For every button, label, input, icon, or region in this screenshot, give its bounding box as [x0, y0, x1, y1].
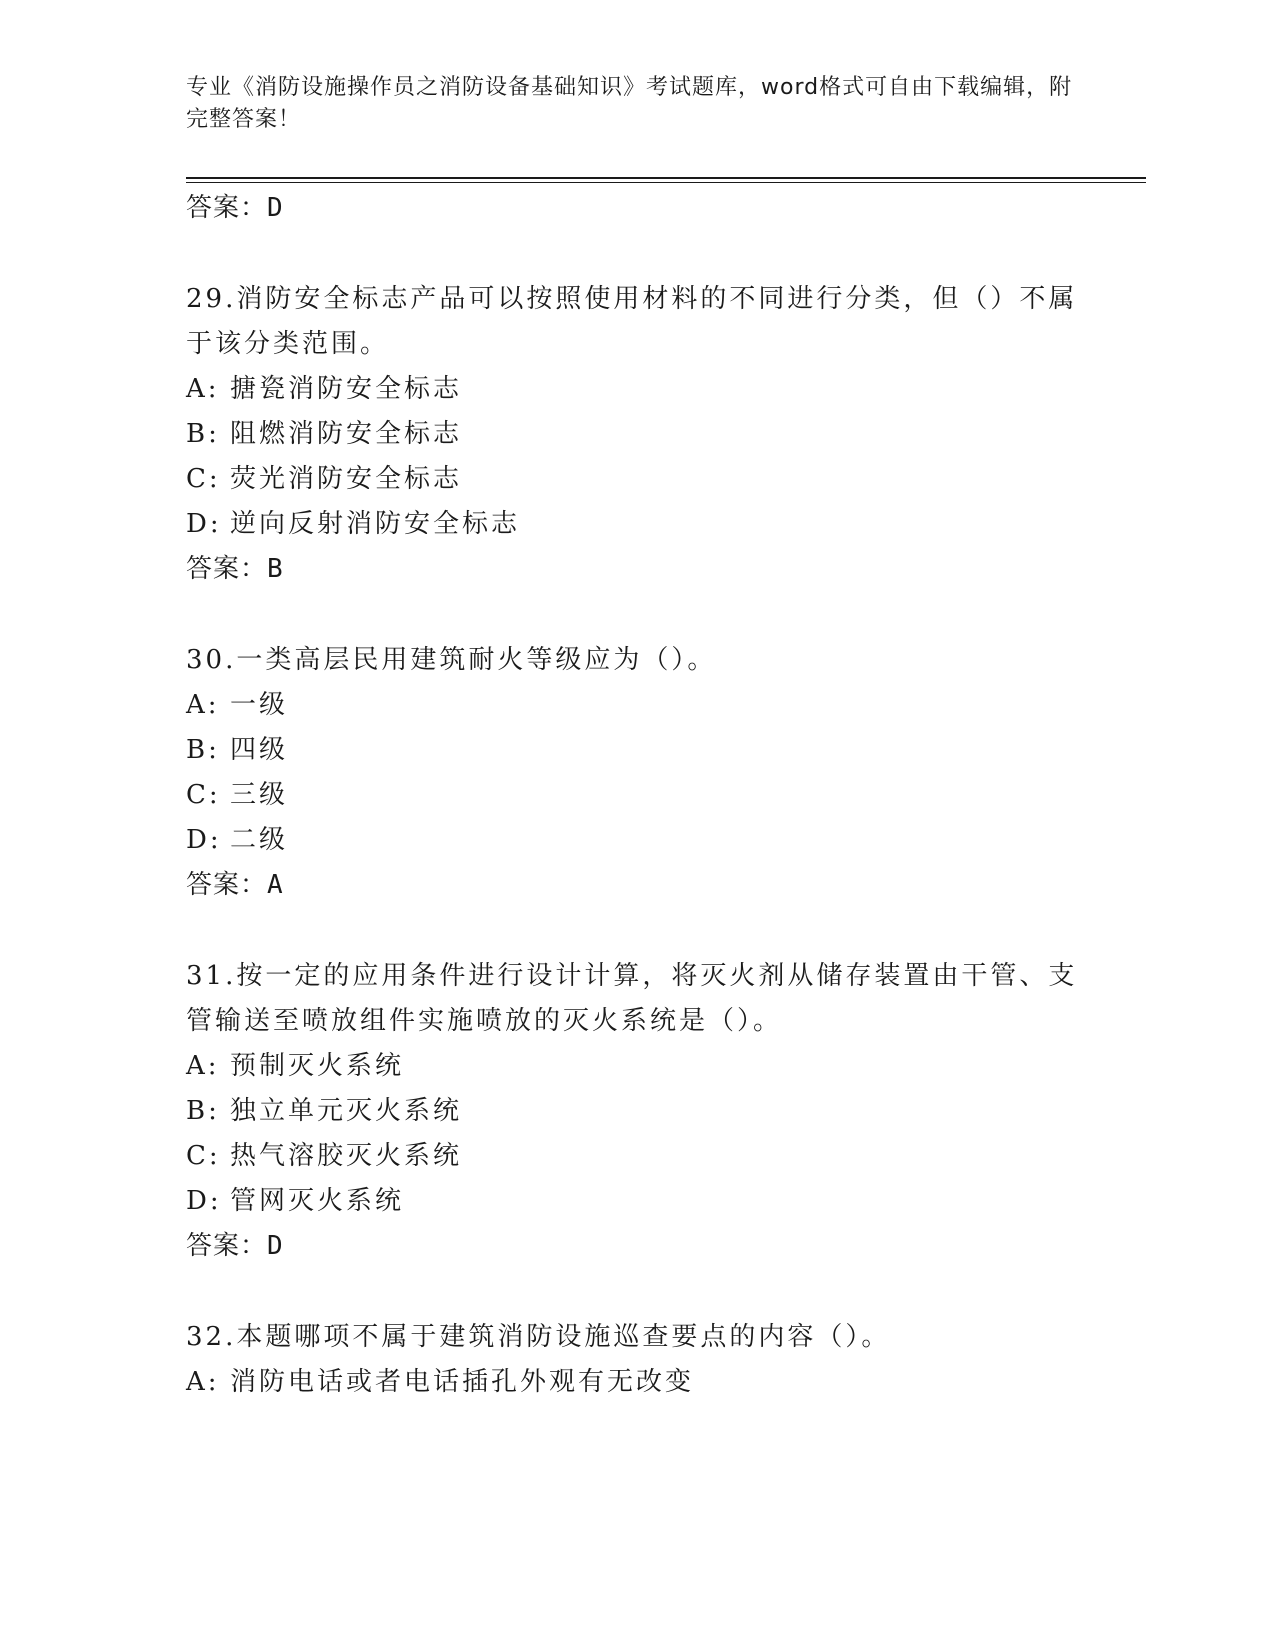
document-header: 专业《消防设施操作员之消防设备基础知识》考试题库，word格式可自由下载编辑，附完整答案！	[186, 75, 1073, 132]
answer-label: 答案：	[186, 1231, 268, 1261]
answer-line	[186, 1224, 1086, 1268]
question-text: 29.消防安全标志产品可以按照使用材料的不同进行分类，但（）不属于该分类范围。	[186, 284, 1078, 359]
option-text: 热气溶胶灭火系统	[230, 1141, 463, 1171]
answer-value: D	[267, 1231, 284, 1261]
option-text: 搪瓷消防安全标志	[230, 374, 463, 404]
question-29	[186, 277, 1086, 591]
option-c	[186, 457, 1086, 502]
question-31	[186, 954, 1086, 1268]
answer-value: A	[267, 870, 284, 900]
answer-label: 答案：	[186, 870, 268, 900]
option-text: 预制灭火系统	[230, 1051, 405, 1081]
option-key: C:	[186, 464, 221, 494]
option-c	[186, 1134, 1086, 1179]
answer-line	[186, 547, 1086, 591]
option-a	[186, 367, 1086, 412]
option-key: A:	[186, 374, 220, 404]
option-key: B:	[186, 419, 220, 449]
option-text: 三级	[230, 780, 289, 810]
option-a	[186, 1360, 1086, 1405]
option-text: 独立单元灭火系统	[230, 1096, 463, 1126]
option-a	[186, 683, 1086, 728]
answer-value: D	[267, 193, 284, 223]
option-text: 荧光消防安全标志	[230, 464, 463, 494]
header-divider-thin	[186, 182, 1146, 183]
question-text: 30.一类高层民用建筑耐火等级应为（）。	[186, 645, 717, 675]
question-text: 32.本题哪项不属于建筑消防设施巡查要点的内容（）。	[186, 1322, 891, 1352]
option-text: 逆向反射消防安全标志	[230, 509, 521, 539]
answer-line	[186, 186, 1086, 230]
header-divider-thick	[186, 177, 1146, 179]
option-b	[186, 728, 1086, 773]
option-text: 一级	[230, 690, 289, 720]
answer-label: 答案：	[186, 554, 268, 584]
option-key: C:	[186, 780, 221, 810]
option-key: D:	[186, 509, 222, 539]
option-d	[186, 1179, 1086, 1224]
option-key: A:	[186, 1367, 220, 1397]
option-key: A:	[186, 690, 220, 720]
option-key: B:	[186, 1096, 220, 1126]
answer-label: 答案：	[186, 193, 268, 223]
option-text: 消防电话或者电话插孔外观有无改变	[230, 1367, 695, 1397]
question-text: 31.按一定的应用条件进行设计计算，将灭火剂从储存装置由干管、支管输送至喷放组件实施喷放的灭火系统是（）。	[186, 961, 1078, 1036]
question-list	[186, 186, 1086, 1405]
option-b	[186, 412, 1086, 457]
answer-value: B	[267, 554, 284, 584]
option-d	[186, 502, 1086, 547]
question-32	[186, 1315, 1086, 1405]
option-text: 阻燃消防安全标志	[230, 419, 463, 449]
question-30	[186, 638, 1086, 907]
option-text: 管网灭火系统	[230, 1186, 405, 1216]
option-key: C:	[186, 1141, 221, 1171]
option-a	[186, 1044, 1086, 1089]
answer-line	[186, 863, 1086, 907]
option-b	[186, 1089, 1086, 1134]
option-key: D:	[186, 825, 222, 855]
option-c	[186, 773, 1086, 818]
option-key: A:	[186, 1051, 220, 1081]
option-text: 二级	[230, 825, 289, 855]
option-text: 四级	[230, 735, 289, 765]
option-key: B:	[186, 735, 220, 765]
option-key: D:	[186, 1186, 222, 1216]
option-d	[186, 818, 1086, 863]
